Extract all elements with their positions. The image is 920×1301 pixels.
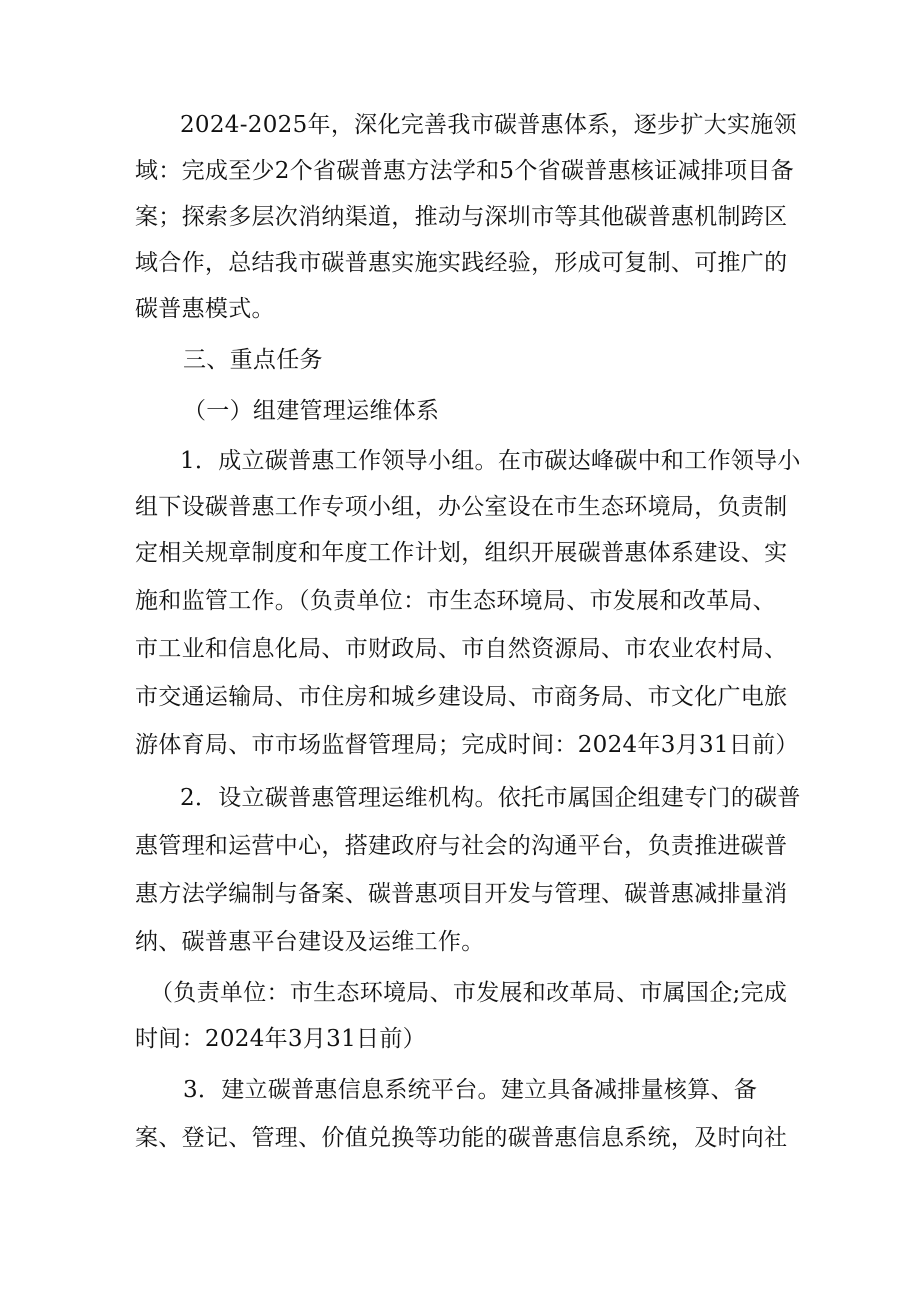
paragraph-line: 组下设碳普惠工作专项小组，办公室设在市生态环境局，负责制 bbox=[135, 494, 788, 520]
section-heading: 三、重点任务 bbox=[183, 347, 323, 373]
paragraph-line: 纳、碳普惠平台建设及运维工作。 bbox=[135, 929, 485, 955]
paragraph-line: 案、登记、管理、价值兑换等功能的碳普惠信息系统，及时向社 bbox=[135, 1125, 788, 1151]
paragraph-line: 碳普惠模式。 bbox=[135, 296, 275, 322]
paragraph-line: 域：完成至少2个省碳普惠方法学和5个省碳普惠核证减排项目备 bbox=[135, 158, 794, 184]
paragraph-line: 域合作，总结我市碳普惠实施实践经验，形成可复制、可推广的 bbox=[135, 250, 788, 276]
subsection-heading: （一）组建管理运维体系 bbox=[183, 398, 440, 424]
paragraph-line: 2024-2025年，深化完善我市碳普惠体系，逐步扩大实施领 bbox=[180, 112, 797, 138]
paragraph-line: （负责单位：市生态环境局、市发展和改革局、市属国企;完成 bbox=[150, 980, 788, 1006]
paragraph-line: 惠管理和运营中心，搭建政府与社会的沟通平台，负责推进碳普 bbox=[135, 833, 788, 859]
paragraph-line: 1．成立碳普惠工作领导小组。在市碳达峰碳中和工作领导小 bbox=[180, 448, 801, 474]
paragraph-line: 案；探索多层次消纳渠道，推动与深圳市等其他碳普惠机制跨区 bbox=[135, 204, 788, 230]
paragraph-line: 惠方法学编制与备案、碳普惠项目开发与管理、碳普惠减排量消 bbox=[135, 881, 788, 907]
paragraph-line: 游体育局、市市场监督管理局；完成时间：2024年3月31日前） bbox=[135, 732, 799, 758]
paragraph-line: 施和监管工作。（负责单位：市生态环境局、市发展和改革局、 bbox=[135, 588, 776, 614]
paragraph-line: 定相关规章制度和年度工作计划，组织开展碳普惠体系建设、实 bbox=[135, 540, 788, 566]
paragraph-line: 2．设立碳普惠管理运维机构。依托市属国企组建专门的碳普 bbox=[180, 785, 801, 811]
paragraph-line: 市工业和信息化局、市财政局、市自然资源局、市农业农村局、 bbox=[135, 636, 788, 662]
paragraph-line: 市交通运输局、市住房和城乡建设局、市商务局、市文化广电旅 bbox=[135, 684, 788, 710]
paragraph-line: 3．建立碳普惠信息系统平台。建立具备减排量核算、备 bbox=[183, 1077, 758, 1103]
paragraph-line: 时间：2024年3月31日前） bbox=[135, 1026, 426, 1052]
